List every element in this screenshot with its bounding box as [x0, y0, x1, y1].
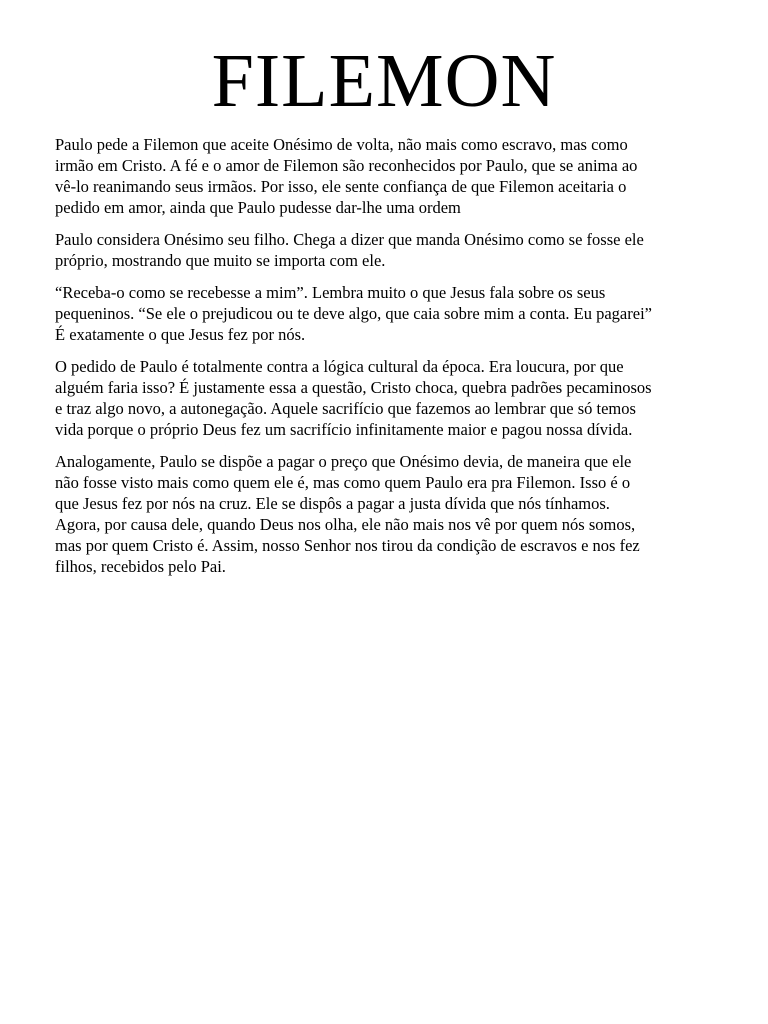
text-line: Agora, por causa dele, quando Deus nos olha, ele não mais nos vê por quem nós somos,	[55, 515, 636, 534]
text-line: alguém faria isso? É justamente essa a questão, Cristo choca, quebra padrões pecaminosos	[55, 378, 652, 397]
text-line: Paulo pede a Filemon que aceite Onésimo de volta, não mais como escravo, mas como	[55, 135, 628, 154]
text-line: “Receba-o como se recebesse a mim”. Lembra muito o que Jesus fala sobre os seus	[55, 283, 606, 302]
paragraph-1	[55, 134, 715, 218]
text-line: filhos, recebidos pelo Pai.	[55, 557, 226, 576]
text-line: irmão em Cristo. A fé e o amor de Filemon são reconhecidos por Paulo, que se anima ao	[55, 156, 638, 175]
paragraph-2	[55, 229, 715, 271]
text-line: que Jesus fez por nós na cruz. Ele se dispôs a pagar a justa dívida que nós tínhamos.	[55, 494, 610, 513]
text-line: Analogamente, Paulo se dispõe a pagar o preço que Onésimo devia, de maneira que ele	[55, 452, 632, 471]
paragraph-3	[55, 282, 715, 345]
text-line: vida porque o próprio Deus fez um sacrifício infinitamente maior e pagou nossa dívida.	[55, 420, 633, 439]
text-line: vê-lo reanimando seus irmãos. Por isso, ele sente confiança de que Filemon aceitaria o	[55, 177, 627, 196]
text-line: O pedido de Paulo é totalmente contra a lógica cultural da época. Era loucura, por que	[55, 357, 624, 376]
document-body	[55, 134, 715, 588]
text-line: É exatamente o que Jesus fez por nós.	[55, 325, 306, 344]
text-line: pedido em amor, ainda que Paulo pudesse dar-lhe uma ordem	[55, 198, 461, 217]
text-line: pequeninos. “Se ele o prejudicou ou te deve algo, que caia sobre mim a conta. Eu pagarei”	[55, 304, 652, 323]
text-line: próprio, mostrando que muito se importa com ele.	[55, 251, 386, 270]
text-line: mas por quem Cristo é. Assim, nosso Senhor nos tirou da condição de escravos e nos fez	[55, 536, 640, 555]
text-line: Paulo considera Onésimo seu filho. Chega a dizer que manda Onésimo como se fosse ele	[55, 230, 644, 249]
text-line: não fosse visto mais como quem ele é, mas como quem Paulo era pra Filemon. Isso é o	[55, 473, 631, 492]
paragraph-4	[55, 356, 715, 440]
document-title: FILEMON	[211, 39, 557, 123]
paragraph-5	[55, 451, 715, 577]
text-line: e traz algo novo, a autonegação. Aquele sacrifício que fazemos ao lembrar que só temos	[55, 399, 636, 418]
